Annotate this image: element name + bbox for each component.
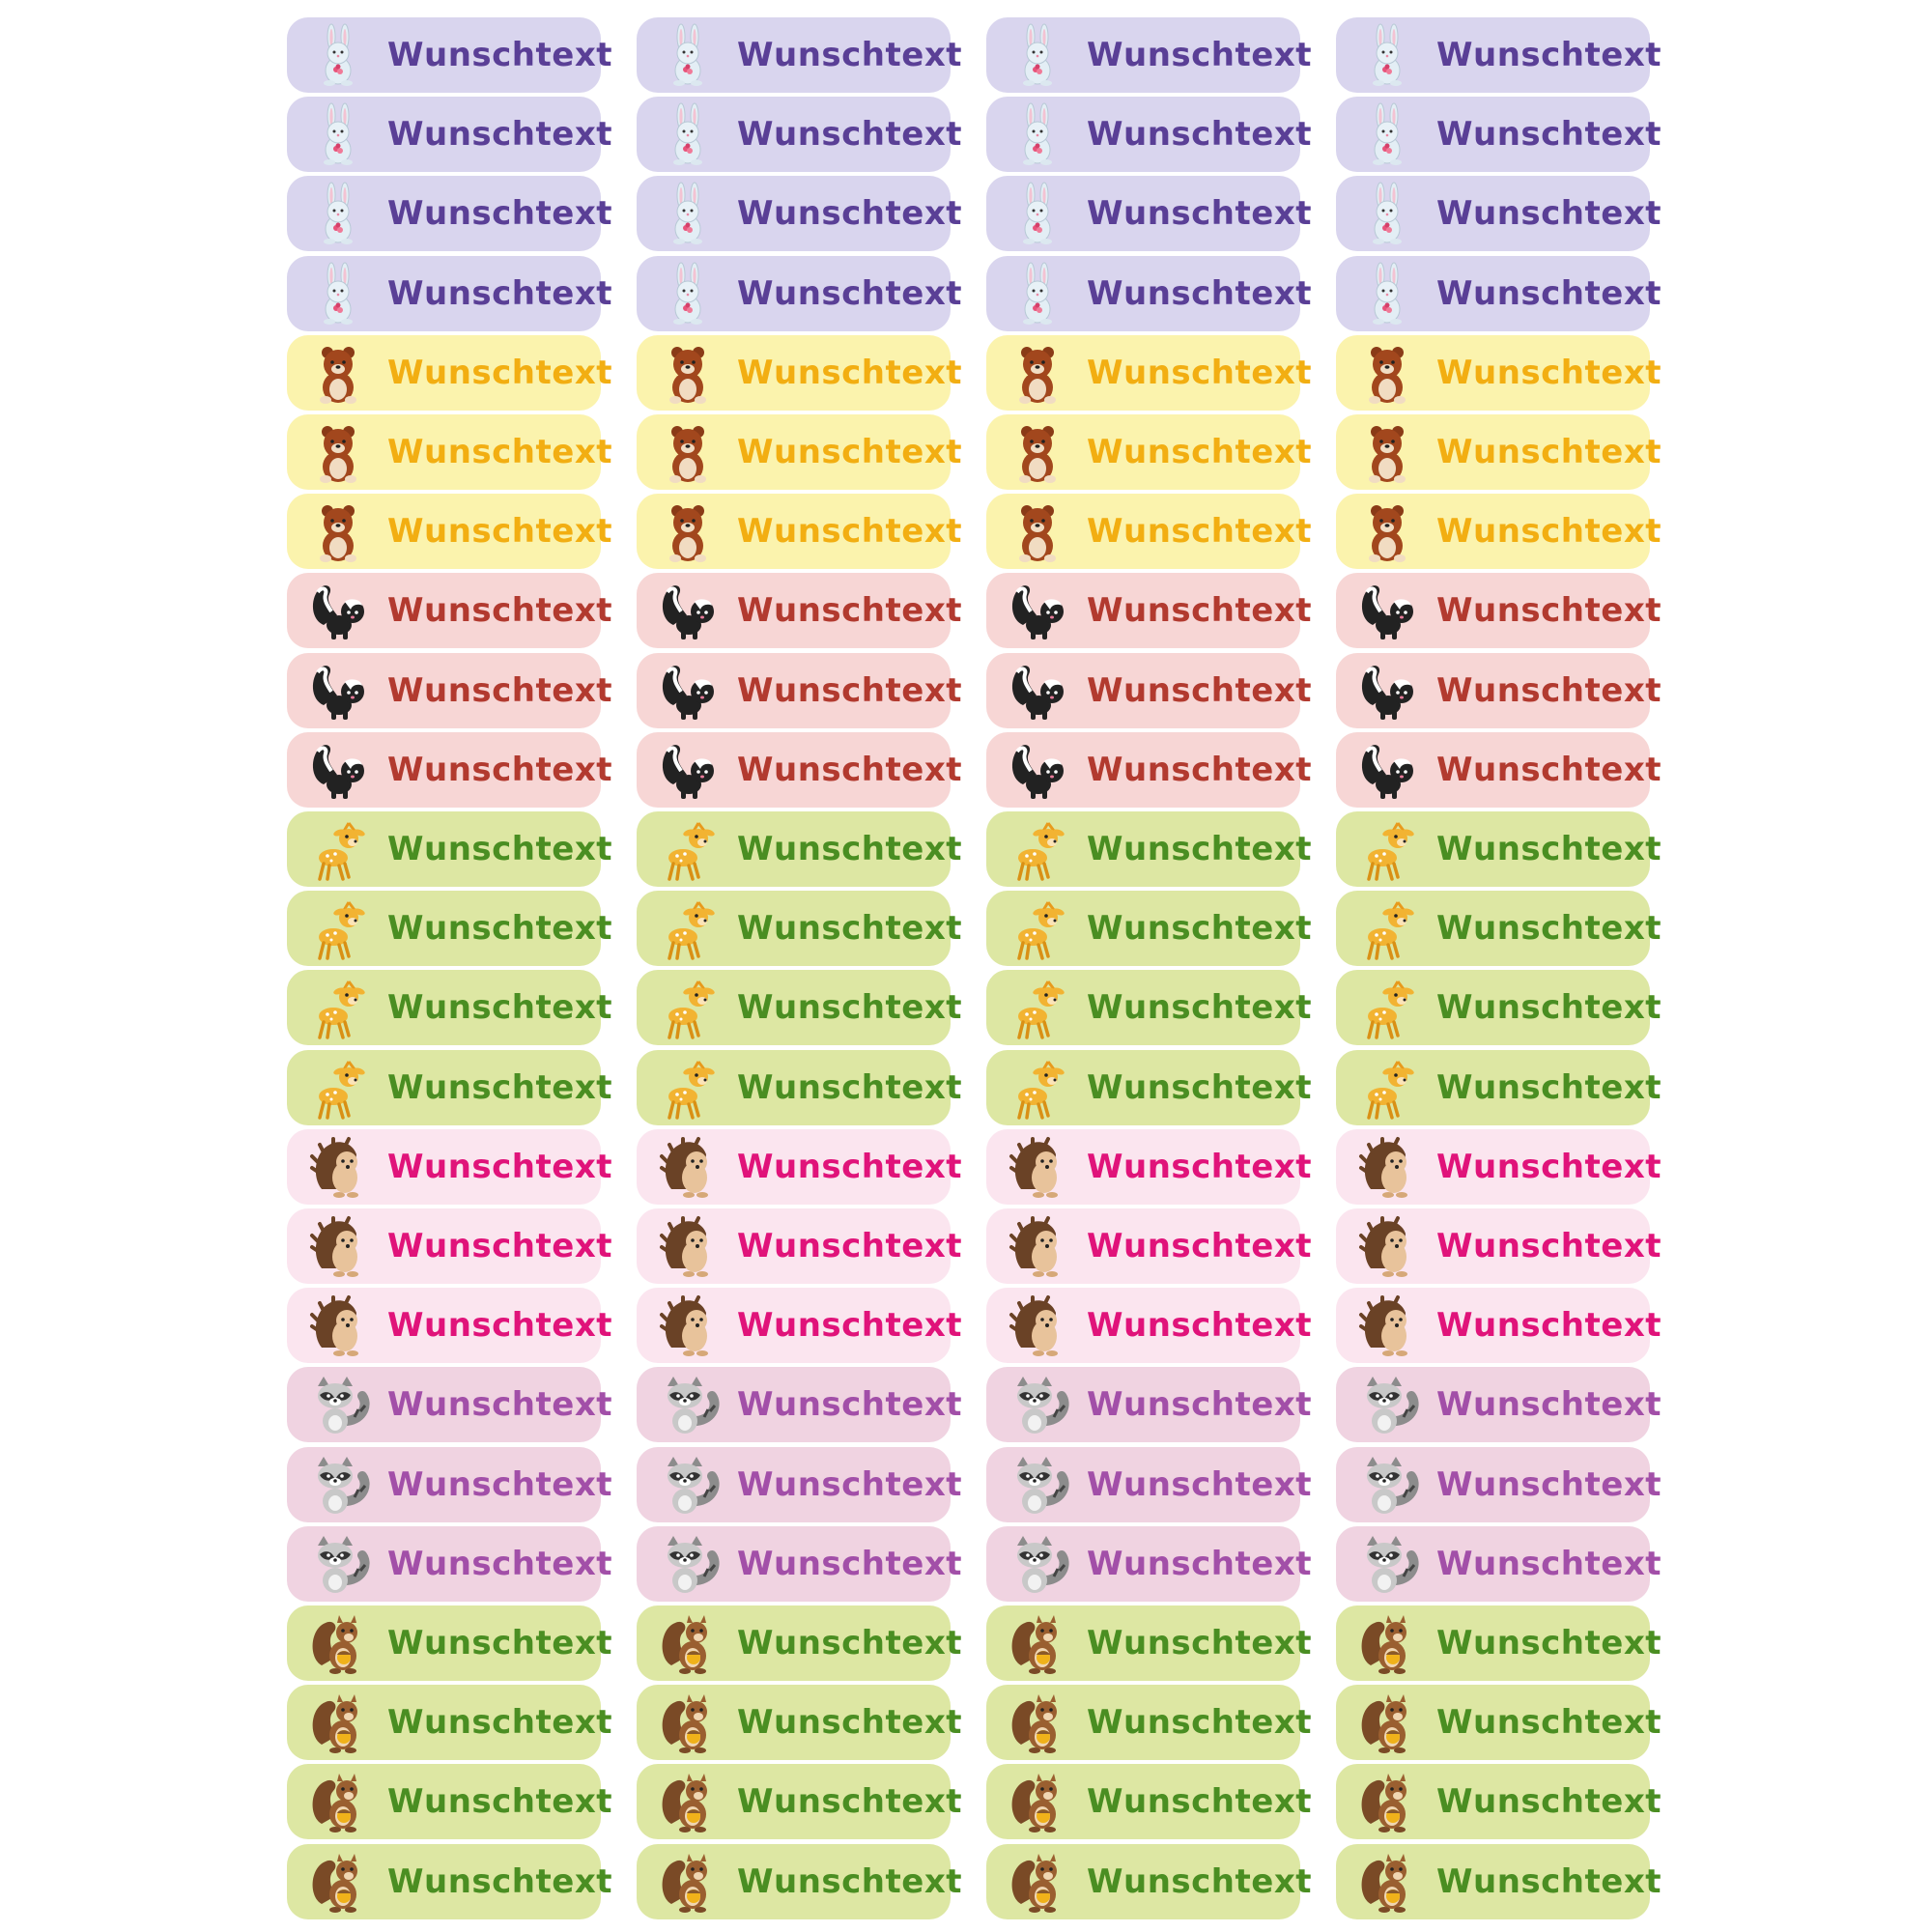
hedgehog-icon xyxy=(304,1133,372,1201)
label-text: Wunschtext xyxy=(1436,1703,1662,1742)
label-text: Wunschtext xyxy=(737,433,963,471)
name-label-squirrel xyxy=(986,1764,1313,1839)
name-label-skunk xyxy=(1336,653,1662,728)
label-text: Wunschtext xyxy=(387,274,613,313)
bunny-icon xyxy=(654,260,722,327)
name-label-hedgehog xyxy=(1336,1288,1662,1363)
name-label-raccoon xyxy=(287,1367,613,1442)
skunk-icon xyxy=(1004,657,1071,724)
label-text: Wunschtext xyxy=(387,1148,613,1186)
name-label-bear xyxy=(1336,414,1662,490)
label-text: Wunschtext xyxy=(1436,751,1662,789)
name-label-raccoon xyxy=(637,1447,963,1522)
name-label-squirrel xyxy=(1336,1685,1662,1760)
hedgehog-icon xyxy=(1004,1133,1071,1201)
label-text: Wunschtext xyxy=(1087,1782,1313,1821)
name-label-raccoon xyxy=(986,1447,1313,1522)
fawn-icon xyxy=(304,895,372,962)
name-label-bear xyxy=(986,414,1313,490)
label-text: Wunschtext xyxy=(1087,36,1313,74)
name-label-fawn xyxy=(1336,970,1662,1045)
raccoon-icon xyxy=(304,1371,372,1438)
label-text: Wunschtext xyxy=(1087,512,1313,551)
name-label-bunny xyxy=(637,17,963,93)
bunny-icon xyxy=(654,21,722,89)
skunk-icon xyxy=(654,736,722,804)
label-text: Wunschtext xyxy=(737,512,963,551)
name-label-skunk xyxy=(1336,732,1662,808)
name-label-bunny xyxy=(986,256,1313,331)
name-label-fawn xyxy=(986,811,1313,887)
label-text: Wunschtext xyxy=(1436,671,1662,710)
label-text: Wunschtext xyxy=(1087,1703,1313,1742)
label-text: Wunschtext xyxy=(1436,591,1662,630)
label-text: Wunschtext xyxy=(1087,830,1313,868)
label-text: Wunschtext xyxy=(1436,830,1662,868)
label-text: Wunschtext xyxy=(1087,1465,1313,1504)
label-text: Wunschtext xyxy=(387,591,613,630)
name-label-bear xyxy=(1336,335,1662,411)
label-text: Wunschtext xyxy=(1436,354,1662,392)
squirrel-icon xyxy=(1353,1689,1421,1756)
name-label-bunny xyxy=(1336,17,1662,93)
name-label-fawn xyxy=(287,970,613,1045)
squirrel-icon xyxy=(654,1609,722,1677)
squirrel-icon xyxy=(1353,1848,1421,1916)
name-label-skunk xyxy=(986,653,1313,728)
label-text: Wunschtext xyxy=(1436,1227,1662,1265)
name-label-bunny xyxy=(1336,176,1662,251)
bear-icon xyxy=(1004,497,1071,565)
label-text: Wunschtext xyxy=(1087,751,1313,789)
name-label-squirrel xyxy=(986,1844,1313,1919)
skunk-icon xyxy=(1353,736,1421,804)
bear-icon xyxy=(1353,418,1421,486)
name-label-raccoon xyxy=(637,1367,963,1442)
bunny-icon xyxy=(304,260,372,327)
squirrel-icon xyxy=(1353,1609,1421,1677)
bear-icon xyxy=(1004,339,1071,407)
label-text: Wunschtext xyxy=(1087,274,1313,313)
hedgehog-icon xyxy=(654,1212,722,1280)
name-label-fawn xyxy=(637,891,963,966)
name-label-fawn xyxy=(986,970,1313,1045)
hedgehog-icon xyxy=(1353,1133,1421,1201)
raccoon-icon xyxy=(1004,1371,1071,1438)
name-label-hedgehog xyxy=(986,1208,1313,1284)
label-text: Wunschtext xyxy=(1087,1306,1313,1345)
label-text: Wunschtext xyxy=(737,988,963,1027)
label-text: Wunschtext xyxy=(737,36,963,74)
name-label-hedgehog xyxy=(287,1288,613,1363)
name-label-squirrel xyxy=(637,1764,963,1839)
bunny-icon xyxy=(304,180,372,247)
label-text: Wunschtext xyxy=(1087,194,1313,233)
name-label-bear xyxy=(287,494,613,569)
label-text: Wunschtext xyxy=(1087,433,1313,471)
raccoon-icon xyxy=(1353,1451,1421,1519)
label-text: Wunschtext xyxy=(737,1703,963,1742)
label-text: Wunschtext xyxy=(387,1227,613,1265)
label-text: Wunschtext xyxy=(737,1782,963,1821)
name-label-raccoon xyxy=(986,1526,1313,1602)
name-label-bunny xyxy=(986,17,1313,93)
raccoon-icon xyxy=(1353,1371,1421,1438)
name-label-squirrel xyxy=(287,1844,613,1919)
label-text: Wunschtext xyxy=(387,354,613,392)
fawn-icon xyxy=(1004,974,1071,1041)
bear-icon xyxy=(654,339,722,407)
label-text: Wunschtext xyxy=(1436,1545,1662,1583)
name-label-skunk xyxy=(637,653,963,728)
name-label-hedgehog xyxy=(637,1288,963,1363)
label-text: Wunschtext xyxy=(1087,1148,1313,1186)
label-text: Wunschtext xyxy=(1436,433,1662,471)
skunk-icon xyxy=(654,657,722,724)
name-label-fawn xyxy=(637,970,963,1045)
name-label-fawn xyxy=(986,1050,1313,1125)
name-label-hedgehog xyxy=(986,1288,1313,1363)
name-label-fawn xyxy=(1336,811,1662,887)
label-text: Wunschtext xyxy=(1087,591,1313,630)
name-label-squirrel xyxy=(1336,1764,1662,1839)
squirrel-icon xyxy=(654,1689,722,1756)
skunk-icon xyxy=(304,577,372,644)
bunny-icon xyxy=(654,100,722,168)
name-label-skunk xyxy=(1336,573,1662,648)
name-label-fawn xyxy=(637,1050,963,1125)
fawn-icon xyxy=(304,974,372,1041)
name-label-bunny xyxy=(637,97,963,172)
raccoon-icon xyxy=(1353,1530,1421,1598)
name-label-bear xyxy=(637,494,963,569)
bunny-icon xyxy=(1353,180,1421,247)
name-label-squirrel xyxy=(287,1605,613,1681)
label-text: Wunschtext xyxy=(1436,1148,1662,1186)
label-text: Wunschtext xyxy=(1436,512,1662,551)
raccoon-icon xyxy=(304,1451,372,1519)
bear-icon xyxy=(1353,339,1421,407)
label-text: Wunschtext xyxy=(387,36,613,74)
label-text: Wunschtext xyxy=(1436,36,1662,74)
label-text: Wunschtext xyxy=(387,1782,613,1821)
name-label-raccoon xyxy=(637,1526,963,1602)
label-text: Wunschtext xyxy=(1436,909,1662,948)
bunny-icon xyxy=(1353,260,1421,327)
label-text: Wunschtext xyxy=(1087,909,1313,948)
label-text: Wunschtext xyxy=(387,1862,613,1901)
name-label-skunk xyxy=(986,573,1313,648)
skunk-icon xyxy=(1353,657,1421,724)
raccoon-icon xyxy=(1004,1530,1071,1598)
bunny-icon xyxy=(1353,100,1421,168)
bunny-icon xyxy=(1004,260,1071,327)
raccoon-icon xyxy=(654,1451,722,1519)
name-label-skunk xyxy=(287,573,613,648)
label-text: Wunschtext xyxy=(737,1624,963,1662)
label-text: Wunschtext xyxy=(387,433,613,471)
label-text: Wunschtext xyxy=(1436,1465,1662,1504)
name-label-skunk xyxy=(287,653,613,728)
name-label-squirrel xyxy=(287,1764,613,1839)
bear-icon xyxy=(304,497,372,565)
label-text: Wunschtext xyxy=(1436,988,1662,1027)
fawn-icon xyxy=(304,815,372,883)
name-label-raccoon xyxy=(287,1447,613,1522)
label-text: Wunschtext xyxy=(737,1862,963,1901)
name-label-skunk xyxy=(287,732,613,808)
label-text: Wunschtext xyxy=(387,1306,613,1345)
label-text: Wunschtext xyxy=(1436,115,1662,154)
fawn-icon xyxy=(1004,895,1071,962)
name-label-bunny xyxy=(287,17,613,93)
label-text: Wunschtext xyxy=(387,909,613,948)
skunk-icon xyxy=(654,577,722,644)
name-label-raccoon xyxy=(287,1526,613,1602)
label-text: Wunschtext xyxy=(387,988,613,1027)
name-label-fawn xyxy=(986,891,1313,966)
bear-icon xyxy=(1353,497,1421,565)
fawn-icon xyxy=(1353,1054,1421,1122)
fawn-icon xyxy=(1004,815,1071,883)
fawn-icon xyxy=(304,1054,372,1122)
hedgehog-icon xyxy=(1353,1212,1421,1280)
squirrel-icon xyxy=(654,1768,722,1835)
label-text: Wunschtext xyxy=(1436,1624,1662,1662)
bunny-icon xyxy=(304,21,372,89)
name-label-hedgehog xyxy=(1336,1129,1662,1205)
name-label-squirrel xyxy=(1336,1844,1662,1919)
label-text: Wunschtext xyxy=(737,671,963,710)
fawn-icon xyxy=(654,815,722,883)
fawn-icon xyxy=(1353,815,1421,883)
name-label-bunny xyxy=(986,176,1313,251)
raccoon-icon xyxy=(1004,1451,1071,1519)
name-label-hedgehog xyxy=(1336,1208,1662,1284)
name-label-raccoon xyxy=(1336,1447,1662,1522)
label-text: Wunschtext xyxy=(1087,1227,1313,1265)
fawn-icon xyxy=(1353,974,1421,1041)
hedgehog-icon xyxy=(304,1212,372,1280)
label-text: Wunschtext xyxy=(737,909,963,948)
label-text: Wunschtext xyxy=(737,1068,963,1107)
fawn-icon xyxy=(654,1054,722,1122)
label-text: Wunschtext xyxy=(387,830,613,868)
label-text: Wunschtext xyxy=(737,751,963,789)
bear-icon xyxy=(1004,418,1071,486)
label-text: Wunschtext xyxy=(1436,1862,1662,1901)
label-text: Wunschtext xyxy=(387,1703,613,1742)
label-text: Wunschtext xyxy=(387,194,613,233)
name-label-fawn xyxy=(287,891,613,966)
squirrel-icon xyxy=(1353,1768,1421,1835)
name-label-hedgehog xyxy=(986,1129,1313,1205)
label-text: Wunschtext xyxy=(737,115,963,154)
name-label-hedgehog xyxy=(637,1208,963,1284)
squirrel-icon xyxy=(1004,1848,1071,1916)
raccoon-icon xyxy=(654,1530,722,1598)
bunny-icon xyxy=(1004,180,1071,247)
name-label-bunny xyxy=(287,176,613,251)
name-label-bunny xyxy=(637,256,963,331)
fawn-icon xyxy=(654,974,722,1041)
skunk-icon xyxy=(1004,736,1071,804)
label-text: Wunschtext xyxy=(387,1465,613,1504)
name-label-bunny xyxy=(287,256,613,331)
name-label-bear xyxy=(287,335,613,411)
name-label-squirrel xyxy=(287,1685,613,1760)
bear-icon xyxy=(304,339,372,407)
squirrel-icon xyxy=(1004,1609,1071,1677)
bunny-icon xyxy=(1004,100,1071,168)
label-text: Wunschtext xyxy=(737,1465,963,1504)
label-text: Wunschtext xyxy=(387,1545,613,1583)
name-label-fawn xyxy=(287,811,613,887)
label-text: Wunschtext xyxy=(1087,1385,1313,1424)
hedgehog-icon xyxy=(654,1133,722,1201)
bear-icon xyxy=(654,497,722,565)
label-text: Wunschtext xyxy=(1087,1624,1313,1662)
label-text: Wunschtext xyxy=(387,671,613,710)
name-label-squirrel xyxy=(1336,1605,1662,1681)
label-text: Wunschtext xyxy=(387,1068,613,1107)
label-text: Wunschtext xyxy=(1087,1862,1313,1901)
label-text: Wunschtext xyxy=(387,115,613,154)
label-text: Wunschtext xyxy=(737,591,963,630)
name-label-bunny xyxy=(986,97,1313,172)
label-text: Wunschtext xyxy=(1436,1068,1662,1107)
name-label-raccoon xyxy=(1336,1367,1662,1442)
raccoon-icon xyxy=(654,1371,722,1438)
name-label-bunny xyxy=(1336,256,1662,331)
label-text: Wunschtext xyxy=(387,751,613,789)
label-text: Wunschtext xyxy=(1087,1545,1313,1583)
name-label-skunk xyxy=(637,732,963,808)
fawn-icon xyxy=(654,895,722,962)
bunny-icon xyxy=(1353,21,1421,89)
bunny-icon xyxy=(304,100,372,168)
name-label-raccoon xyxy=(1336,1526,1662,1602)
label-text: Wunschtext xyxy=(737,194,963,233)
label-text: Wunschtext xyxy=(737,1385,963,1424)
fawn-icon xyxy=(1353,895,1421,962)
squirrel-icon xyxy=(1004,1768,1071,1835)
label-text: Wunschtext xyxy=(1436,1306,1662,1345)
label-text: Wunschtext xyxy=(737,1306,963,1345)
hedgehog-icon xyxy=(654,1292,722,1359)
label-text: Wunschtext xyxy=(737,1227,963,1265)
label-text: Wunschtext xyxy=(1087,354,1313,392)
name-label-bear xyxy=(986,335,1313,411)
hedgehog-icon xyxy=(1353,1292,1421,1359)
name-label-bunny xyxy=(1336,97,1662,172)
label-text: Wunschtext xyxy=(737,1148,963,1186)
squirrel-icon xyxy=(304,1609,372,1677)
label-text: Wunschtext xyxy=(387,512,613,551)
bunny-icon xyxy=(654,180,722,247)
name-label-skunk xyxy=(986,732,1313,808)
name-label-fawn xyxy=(1336,891,1662,966)
label-text: Wunschtext xyxy=(737,1545,963,1583)
label-text: Wunschtext xyxy=(1436,194,1662,233)
name-label-squirrel xyxy=(637,1844,963,1919)
skunk-icon xyxy=(1353,577,1421,644)
skunk-icon xyxy=(304,736,372,804)
name-label-bear xyxy=(637,335,963,411)
label-text: Wunschtext xyxy=(737,830,963,868)
name-label-bunny xyxy=(287,97,613,172)
name-label-squirrel xyxy=(986,1685,1313,1760)
squirrel-icon xyxy=(654,1848,722,1916)
squirrel-icon xyxy=(304,1768,372,1835)
name-label-fawn xyxy=(637,811,963,887)
bear-icon xyxy=(304,418,372,486)
name-label-bear xyxy=(637,414,963,490)
hedgehog-icon xyxy=(1004,1212,1071,1280)
name-label-hedgehog xyxy=(637,1129,963,1205)
name-label-squirrel xyxy=(637,1685,963,1760)
name-label-bear xyxy=(287,414,613,490)
name-label-fawn xyxy=(287,1050,613,1125)
label-text: Wunschtext xyxy=(737,274,963,313)
label-text: Wunschtext xyxy=(737,354,963,392)
name-label-skunk xyxy=(637,573,963,648)
name-label-fawn xyxy=(1336,1050,1662,1125)
skunk-icon xyxy=(1004,577,1071,644)
label-text: Wunschtext xyxy=(1087,1068,1313,1107)
skunk-icon xyxy=(304,657,372,724)
squirrel-icon xyxy=(1004,1689,1071,1756)
label-text: Wunschtext xyxy=(1087,988,1313,1027)
name-label-hedgehog xyxy=(287,1129,613,1205)
squirrel-icon xyxy=(304,1848,372,1916)
name-label-bear xyxy=(986,494,1313,569)
label-text: Wunschtext xyxy=(387,1624,613,1662)
name-label-bear xyxy=(1336,494,1662,569)
raccoon-icon xyxy=(304,1530,372,1598)
label-text: Wunschtext xyxy=(387,1385,613,1424)
squirrel-icon xyxy=(304,1689,372,1756)
hedgehog-icon xyxy=(1004,1292,1071,1359)
hedgehog-icon xyxy=(304,1292,372,1359)
fawn-icon xyxy=(1004,1054,1071,1122)
name-label-squirrel xyxy=(986,1605,1313,1681)
bear-icon xyxy=(654,418,722,486)
label-text: Wunschtext xyxy=(1087,115,1313,154)
label-text: Wunschtext xyxy=(1436,1782,1662,1821)
name-label-raccoon xyxy=(986,1367,1313,1442)
label-text: Wunschtext xyxy=(1436,1385,1662,1424)
bunny-icon xyxy=(1004,21,1071,89)
name-label-squirrel xyxy=(637,1605,963,1681)
name-label-bunny xyxy=(637,176,963,251)
label-text: Wunschtext xyxy=(1087,671,1313,710)
label-text: Wunschtext xyxy=(1436,274,1662,313)
name-label-hedgehog xyxy=(287,1208,613,1284)
